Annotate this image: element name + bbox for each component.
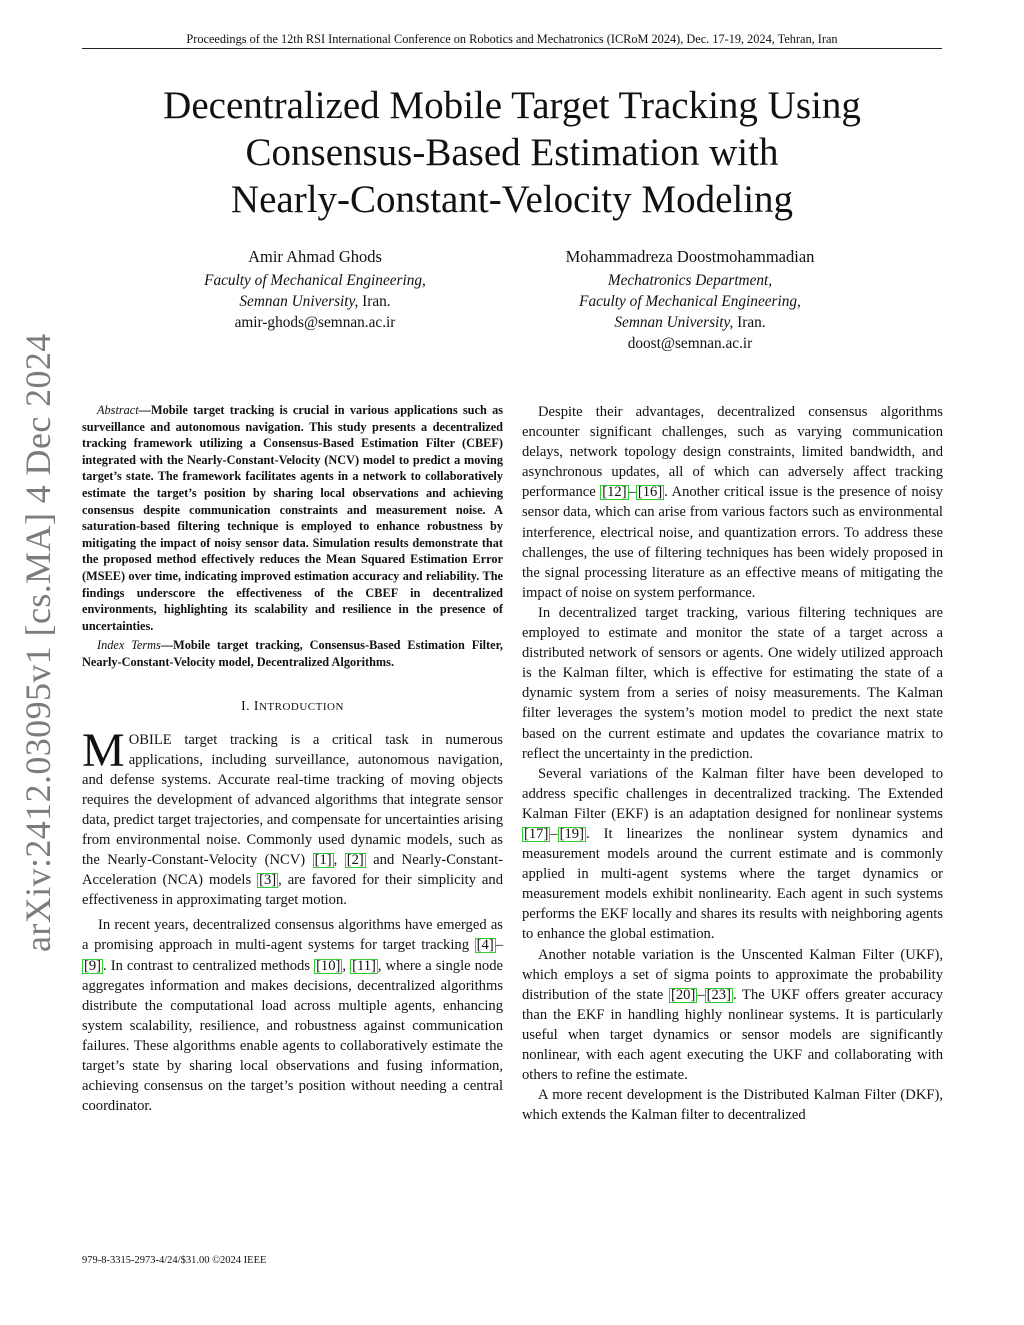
- citation-link[interactable]: [10]: [316, 957, 341, 974]
- running-header: Proceedings of the 12th RSI International Conference on Robotics and Mechatronics (ICRoM 2024), Dec. 17-19, 2024, Tehran, Iran: [186, 32, 838, 46]
- author-affiliation: Semnan University, Iran.: [614, 314, 766, 331]
- drop-cap: M: [82, 723, 125, 777]
- copyright-footer: 979-8-3315-2973-4/24/$31.00 ©2024 IEEE: [82, 1255, 267, 1266]
- citation-link[interactable]: [4]: [476, 937, 494, 954]
- section-heading-introduction: I. INTRODUCTION: [241, 697, 344, 713]
- body-paragraph-dkf: A more recent development is the Distributed Kalman Filter (DKF), which extends the Kalman filter to decentralized: [522, 1087, 943, 1124]
- author-email[interactable]: amir-ghods@semnan.ac.ir: [234, 314, 396, 331]
- author-name: Mohammadreza Doostmohammadian: [565, 247, 815, 266]
- author-faculty: Faculty of Mechanical Engineering,: [579, 293, 801, 310]
- citation-link[interactable]: [16]: [637, 484, 663, 501]
- citation-link[interactable]: [20]: [670, 986, 696, 1003]
- title-line-3: Nearly-Constant-Velocity Modeling: [230, 178, 794, 221]
- author-affiliation: Semnan University, Iran.: [239, 293, 391, 310]
- abstract: Abstract—Mobile target tracking is crucial in various applications such as surveillance and autonomous navigation. This study presents a decentralized tracking framework utilizing a Consensus-Based Estimation Filter (CBEF) integrated with the Nearly-Constant-Velocity (NCV) model to predict a moving target’s state. The framework facilitates agents in a network to collaboratively estimate the target’s position by sharing local observations and achieving consensus despite communication constraints and measurement noise. A saturation-based filtering technique is employed to enhance robustness by mitigating the impact of noisy sensor data. Simulation results demonstrate that the proposed method effectively reduces the Mean Squared Estimation Error (MSEE) over time, indicating improved estimation accuracy and reliability. The findings underscore the effectiveness of the CBEF in decentralized environments, highlighting its scalability and resilience in the presence of uncertainties.: [82, 403, 503, 633]
- author-name: Amir Ahmad Ghods: [248, 247, 382, 266]
- citation-link[interactable]: [12]: [602, 484, 627, 501]
- citation-link[interactable]: [17]: [524, 825, 549, 842]
- body-paragraph-ukf: Another notable variation is the Unscented Kalman Filter (UKF), which employs a set of sigma points to approximate the probability distribution of the state [20] – [23] . The UKF offers greater accuracy than the EKF in handling highly nonlinear systems. It is particularly useful when target dynamics or sensor models are significantly nonlinear, with each agent executing the UKF and collaborating with others to refine the estimate.: [522, 946, 944, 1084]
- index-terms: Index Terms—Mobile target tracking, Consensus-Based Estimation Filter, Nearly-Constant-Velocity model, Decentralized Algorithms.: [82, 638, 503, 669]
- header-rule: [82, 48, 942, 49]
- author-block-1: [170, 246, 460, 333]
- title-line-1: Decentralized Mobile Target Tracking Using: [163, 84, 861, 127]
- intro-paragraph-2: In recent years, decentralized consensus algorithms have emerged as a promising approach in multi-agent systems for target tracking [4] –[9] . In contrast to centralized methods [10] , [11] , where a single node aggregates information and makes decisions, decentralized algorithms distribute the computational load across multiple agents, enhancing system scalability, resilience, and robustness against communication failures. These algorithms enable agents to collaboratively estimate the target’s state by sharing local observations and fusing information, achieving consensus on the target’s position without needing a central coordinator.: [82, 917, 504, 1115]
- citation-link[interactable]: [2]: [346, 852, 364, 869]
- intro-paragraph-1: MOBILE target tracking is a critical task in numerous applications, including surveillance, autonomous navigation, and defense systems. Accurate real-time tracking of moving objects requires the development of advanced algorithms that integrate sensor data, predict target trajectories, and compensate for uncertainties arising from environmental noise. Commonly used dynamic models, such as the Nearly-Constant-Velocity (NCV) [1] , [2] and Nearly-Constant-Acceleration (NCA) models [3] , are favored for their simplicity and effectiveness in approximating target motion.: [82, 723, 504, 909]
- left-column: [82, 402, 503, 1116]
- right-column: [522, 402, 943, 1125]
- body-paragraph-kalman: In decentralized target tracking, various filtering techniques are employed to estimate and monitor the state of a target across a distributed network of sensors or agents. One widely utilized approach is the Kalman filter, which is effective for estimating the state of a dynamic system from a series of noisy measurements. The Kalman filter leverages the system’s motion model to predict the next state based on the current estimate and updates the covariance matrix to reflect the uncertainty in the prediction.: [522, 604, 943, 762]
- citation-link[interactable]: [11]: [352, 957, 376, 974]
- author-department: Faculty of Mechanical Engineering,: [204, 272, 426, 289]
- author-department: Mechatronics Department,: [607, 272, 773, 289]
- citation-link[interactable]: [9]: [84, 957, 102, 974]
- arxiv-stamp: arXiv:2412.03095v1 [cs.MA] 4 Dec 2024: [18, 333, 58, 952]
- body-paragraph-challenges: Despite their advantages, decentralized consensus algorithms encounter significant challenges, such as varying communication delays, network topology design constraints, limited bandwidth, and asynchronous updates, all of which can adversely affect tracking performance [12] – [16] . Another critical issue is the presence of noisy sensor data, which can arise from various factors such as environmental interference, electrical noise, and quantization errors. To address these challenges, the use of filtering techniques has been widely proposed in the signal processing literature as an effective means of mitigating the impact of noise on system performance.: [522, 404, 944, 601]
- author-email[interactable]: doost@semnan.ac.ir: [627, 335, 753, 352]
- body-paragraph-ekf: Several variations of the Kalman filter have been developed to address specific challenges in decentralized tracking. The Extended Kalman Filter (EKF) is an adaptation designed for nonlinear systems [17] – [19] . It linearizes the nonlinear system dynamics and measurement models around the current estimate and is commonly applied in multi-agent systems where the target dynamics or measurement models exhibit nonlinearity. Each agent in such systems performs the EKF locally and shares its results with neighboring agents to enhance the global estimation.: [522, 765, 943, 943]
- title-line-2: Consensus-Based Estimation with: [245, 131, 779, 174]
- citation-link[interactable]: [23]: [706, 986, 731, 1003]
- citation-link[interactable]: [3]: [259, 872, 277, 889]
- citation-link[interactable]: [1]: [314, 852, 332, 869]
- author-block-2: [540, 246, 840, 354]
- paper-title: [82, 82, 942, 223]
- citation-link[interactable]: [19]: [559, 825, 584, 842]
